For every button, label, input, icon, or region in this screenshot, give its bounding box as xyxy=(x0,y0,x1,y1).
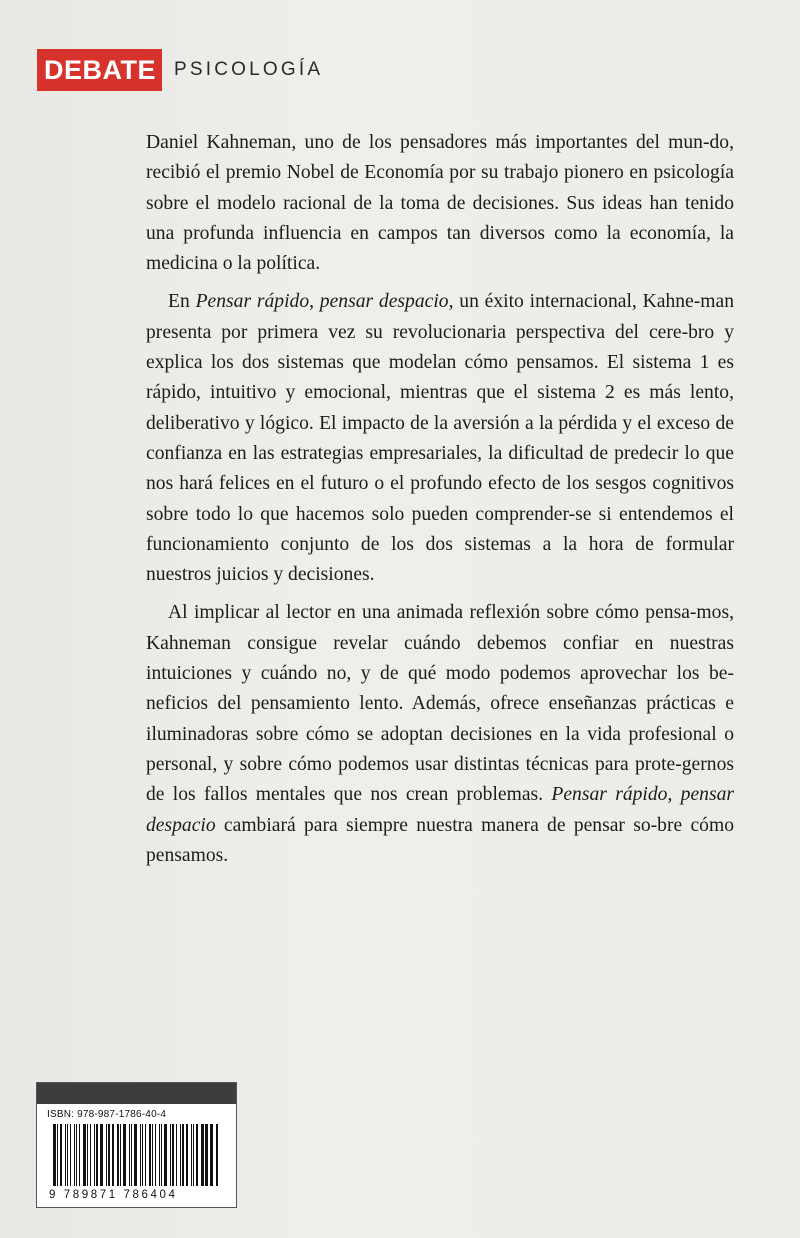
blurb-paragraph-2 xyxy=(146,287,734,590)
paragraph-text: Al implicar al lector en una animada reflexión sobre cómo pensa-mos, Kahneman consigue revelar cuándo debemos confiar en nuestras intuiciones y cuándo no, y de qué modo podemos aprovechar los be-neficios del pensamiento lento. Además, ofrece enseñanzas prácticas e iluminadoras sobre cómo se adoptan decisiones en la vida profesional o personal, y sobre cómo podemos usar distintas técnicas para prote-gernos de los fallos mentales que nos crean problemas. xyxy=(146,602,734,806)
barcode-header-strip xyxy=(37,1083,236,1104)
isbn-label: ISBN: 978-987-1786-40-4 xyxy=(47,1109,167,1120)
barcode-box xyxy=(36,1082,237,1208)
collection-label: PSICOLOGÍA xyxy=(174,59,324,80)
paragraph-text: En xyxy=(168,291,196,313)
blurb-paragraph-3 xyxy=(146,598,734,871)
paragraph-text: cambiará para siempre nuestra manera de pensar so-bre cómo pensamos. xyxy=(146,814,734,866)
paragraph-text: , un éxito internacional, Kahne-man presenta por primera vez su revolucionaria perspectiva del cere-bro y explica los dos sistemas que modelan cómo pensamos. El sistema 1 es rápido, intuitivo y emocional, mientras que el sistema 2 es más lento, deliberativo y lógico. El impacto de la aversión a la pérdida y el exceso de confianza en las estrategias empresariales, la dificultad de predecir lo que nos hará felices en el futuro o el profundo efecto de los sesgos cognitivos sobre todo lo que hacemos solo pueden comprender-se si entendemos el funcionamiento conjunto de los dos sistemas a la hora de formular nuestros juicios y decisiones. xyxy=(146,291,734,586)
blurb-text xyxy=(146,128,734,879)
blurb-paragraph-1: Daniel Kahneman, uno de los pensadores más importantes del mun-do, recibió el premio Nobel de Economía por su trabajo pionero en psicología sobre el modelo racional de la toma de decisiones. Sus ideas han tenido una profunda influencia en campos tan diversos como la economía, la medicina o la política. xyxy=(146,132,734,275)
publisher-logo: DEBATE xyxy=(37,49,162,91)
publisher-header xyxy=(37,49,323,91)
book-title-italic: Pensar rápido, pensar despacio xyxy=(146,784,734,836)
book-title-italic: Pensar rápido, pensar despacio xyxy=(195,291,449,313)
barcode-bars xyxy=(51,1124,223,1188)
barcode-digits: 9 789871 786404 xyxy=(49,1189,178,1201)
